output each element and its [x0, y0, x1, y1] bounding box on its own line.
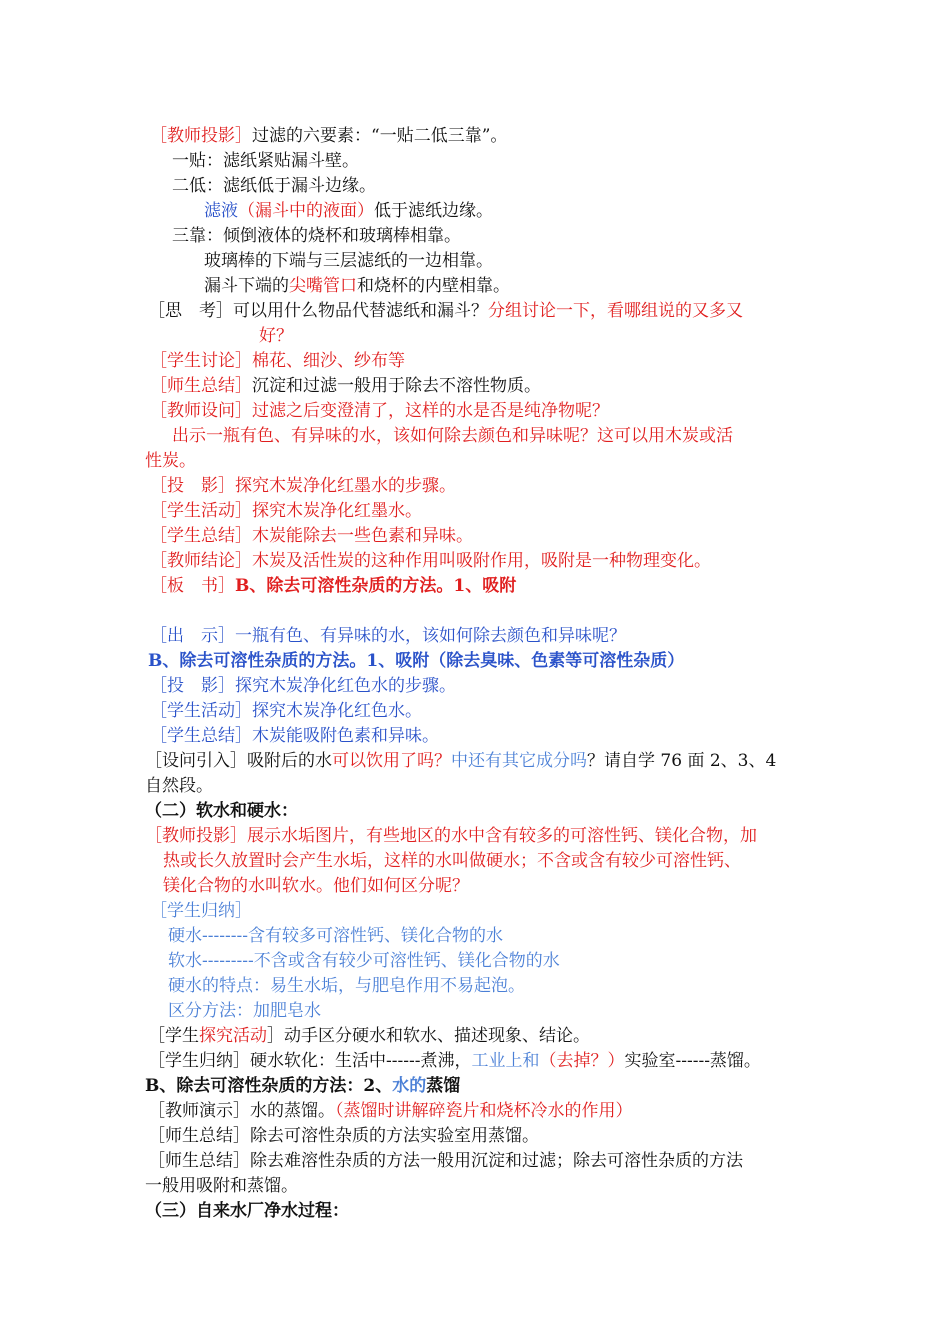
- doc-line: ［教师结论］木炭及活性炭的这种作用叫吸附作用，吸附是一种物理变化。: [150, 551, 711, 571]
- doc-line: ［思 考］可以用什么物品代替滤纸和漏斗？分组讨论一下，看哪组说的又多又: [148, 301, 743, 321]
- doc-line: ［板 书］B、除去可溶性杂质的方法。1、吸附: [150, 576, 517, 596]
- doc-line: ［学生活动］探究木炭净化红墨水。: [150, 501, 422, 521]
- doc-line: ［投 影］探究木炭净化红墨水的步骤。: [150, 476, 456, 496]
- doc-line: 热或长久放置时会产生水垢，这样的水叫做硬水；不含或含有较少可溶性钙、: [163, 851, 741, 871]
- doc-line: 三靠：倾倒液体的烧杯和玻璃棒相靠。: [172, 226, 461, 246]
- doc-line: ［师生总结］沉淀和过滤一般用于除去不溶性物质。: [150, 376, 541, 396]
- doc-line: 镁化合物的水叫软水。他们如何区分呢？: [163, 876, 469, 896]
- doc-line: ［教师投影］展示水垢图片，有些地区的水中含有较多的可溶性钙、镁化合物，加: [145, 826, 757, 846]
- doc-line: ［学生总结］木炭能除去一些色素和异味。: [150, 526, 473, 546]
- doc-line: 二低：滤纸低于漏斗边缘。: [172, 176, 376, 196]
- doc-line: B、除去可溶性杂质的方法：2、水的蒸馏: [145, 1076, 461, 1096]
- doc-line: 性炭。: [145, 451, 196, 471]
- doc-line: ［师生总结］除去可溶性杂质的方法实验室用蒸馏。: [148, 1126, 539, 1146]
- doc-line: （三）自来水厂净水过程：: [145, 1201, 349, 1221]
- doc-line: 滤液（漏斗中的液面）低于滤纸边缘。: [204, 201, 493, 221]
- doc-line: ［设问引入］吸附后的水可以饮用了吗？中还有其它成分吗？请自学 76 面 2、3、4: [145, 751, 777, 771]
- doc-line: 好？: [259, 326, 293, 346]
- doc-line: ［教师设问］过滤之后变澄清了，这样的水是否是纯净物呢？: [150, 401, 609, 421]
- doc-line: 区分方法：加肥皂水: [168, 1001, 321, 1021]
- doc-line: 软水---------不含或含有较少可溶性钙、镁化合物的水: [168, 951, 560, 971]
- doc-line: ［学生归纳］: [150, 901, 252, 921]
- doc-line: B、除去可溶性杂质的方法。1、吸附（除去臭味、色素等可溶性杂质）: [148, 651, 685, 671]
- doc-line: ［教师演示］水的蒸馏。（蒸馏时讲解碎瓷片和烧杯冷水的作用）: [148, 1101, 633, 1121]
- doc-line: 漏斗下端的尖嘴管口和烧杯的内壁相靠。: [204, 276, 510, 296]
- doc-line: ［出 示］一瓶有色、有异味的水，该如何除去颜色和异味呢？: [150, 626, 626, 646]
- doc-line: 一贴：滤纸紧贴漏斗壁。: [172, 151, 359, 171]
- doc-line: ［师生总结］除去难溶性杂质的方法一般用沉淀和过滤；除去可溶性杂质的方法: [148, 1151, 743, 1171]
- doc-line: （二）软水和硬水：: [145, 801, 298, 821]
- doc-line: 硬水的特点：易生水垢，与肥皂作用不易起泡。: [168, 976, 525, 996]
- doc-line: ［学生活动］探究木炭净化红色水。: [150, 701, 422, 721]
- doc-line: ［学生归纳］硬水软化：生活中------煮沸，工业上和（去掉？）实验室------蒸馏。: [148, 1051, 761, 1071]
- doc-line: ［学生总结］木炭能吸附色素和异味。: [150, 726, 439, 746]
- doc-line: 玻璃棒的下端与三层滤纸的一边相靠。: [204, 251, 493, 271]
- doc-line: 一般用吸附和蒸馏。: [145, 1176, 298, 1196]
- doc-line: ［学生探究活动］动手区分硬水和软水、描述现象、结论。: [148, 1026, 590, 1046]
- doc-line: 硬水--------含有较多可溶性钙、镁化合物的水: [168, 926, 503, 946]
- doc-line: 出示一瓶有色、有异味的水，该如何除去颜色和异味呢？这可以用木炭或活: [172, 426, 733, 446]
- doc-line: ［学生讨论］棉花、细沙、纱布等: [150, 351, 405, 371]
- doc-line: ［投 影］探究木炭净化红色水的步骤。: [150, 676, 456, 696]
- doc-line: ［教师投影］过滤的六要素：“一贴二低三靠”。: [150, 126, 508, 146]
- doc-line: 自然段。: [145, 776, 213, 796]
